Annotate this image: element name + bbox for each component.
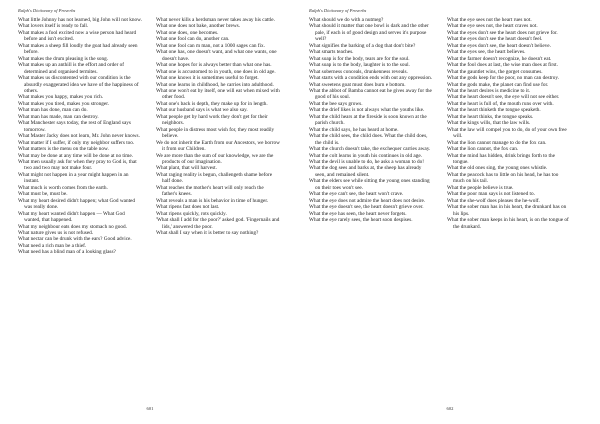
proverb-entry: What the eyes don't see the heart does not grieve for. <box>447 29 558 36</box>
proverb-entry: What the sober man keeps in his heart, is on the tongue of the drunkard. <box>447 217 569 230</box>
proverb-entry: We do not inherit the Earth from our Ancestors, we borrow it from our Children. <box>156 139 280 153</box>
proverb-entry: What one fool can m man, not a 1000 sages can fix. <box>156 42 265 49</box>
proverb-entry: What the poor man says is not listened to. <box>447 191 535 198</box>
proverb-entry: What the farmer doesn't recognize, he doesn't eat. <box>447 55 552 62</box>
proverb-entry: What much is worth comes from the earth. <box>18 184 108 191</box>
proverb-entry: What the eyes don't see, the heart doesn't believe. <box>447 42 551 49</box>
proverb-entry: What might not happen in a year might happen in an instant. <box>18 171 129 185</box>
proverb-entry: What man has done, man can do. <box>18 107 88 114</box>
proverb-entry: What the people believe is true. <box>447 184 514 191</box>
proverb-entry: What should we do with a nutmeg? <box>309 17 384 23</box>
proverb-entry: What makes up an anthill is the effort and order of determined and organised termites. <box>18 62 125 75</box>
proverb-entry: What may be done at any time will be done at no time. <box>18 152 134 159</box>
proverb-entry: What men usually ask for when they pray to God is, that two and two may not make four. <box>18 158 137 172</box>
proverb-entry: What man has made, man can destroy. <box>18 113 99 120</box>
proverb-entry: What the old ones sing, the young ones whistle. <box>447 165 548 172</box>
proverb-entry: What the eyes don't see the heart doesn't feel. <box>447 36 543 43</box>
proverb-entry: What makes a fool excited now a wise person had heard before and isn't excited. <box>18 29 137 43</box>
proverb-entry: What soap is for the body, tears are for the soul. <box>309 55 410 62</box>
proverb-entry: What nectar can be drunk with the ears? Good advice. <box>18 236 132 243</box>
proverb-entry: What makes a sheep fill loudly the goat had already seen before. <box>18 42 138 56</box>
proverb-entry: What my heart wanted didn't happen — What God wanted, that happened. <box>18 210 125 224</box>
proverb-entry: What raging reality is begun, challengeth shame before half done. <box>156 171 273 185</box>
proverb-entry: What the heart doesn't see, the eye will not see either. <box>447 94 560 101</box>
proverb-entry: What the gauntlet wins, the gorget consumes. <box>447 68 543 75</box>
right-page <box>309 0 591 424</box>
left-column <box>18 17 142 256</box>
proverb-entry: What never kills a herdsman never takes away his cattle. <box>156 17 275 23</box>
proverb-entry: What the bee says grows. <box>309 100 363 107</box>
proverb-entry: What the eye has seen, the heart never forgets. <box>309 210 407 217</box>
proverb-entry: What the abbot of Bamba cannot eat he gives away for the good of his soul. <box>309 87 432 101</box>
proverb-entry: What the church doesn't take, the exchequer carries away. <box>309 146 431 153</box>
proverb-entry: What soap is to the body, laughter is to the soul. <box>309 62 410 69</box>
proverb-entry: What starts with a condition ends with out any oppression. <box>309 75 433 82</box>
proverb-entry: What one knows it is sometimes useful to forget. <box>156 75 259 82</box>
proverb-entry: What the eye can't see, the heart won't crave. <box>309 191 404 198</box>
proverb-entry: What one's back is depth, they make up for in length. <box>156 100 268 107</box>
proverb-entry: What need has a blind man of a looking glass? <box>18 249 116 256</box>
proverb-entry: 'What shall I add for the poor?' asked god. 'Fingernails and lids,' answered the poor. <box>156 217 280 230</box>
proverb-entry: What signifies the barking of a dog that don't bite? <box>309 42 416 49</box>
proverb-entry: What the gods keep for the poor, no man can destroy. <box>447 75 559 82</box>
proverb-entry: What the she-wolf does pleases the he-wolf. <box>447 197 540 204</box>
proverb-entry: We are more than the sum of our knowledge, we are the products of our imagination. <box>156 152 274 165</box>
proverb-entry: What the gods make, the planet can find use for. <box>447 81 549 88</box>
proverb-entry: What the heart is full of, the mouth runs over with. <box>447 100 554 107</box>
proverb-entry: What one does, one becomes. <box>156 29 219 36</box>
proverb-entry: What the heart thinketh the tongue speaketh. <box>447 107 541 114</box>
proverb-entry: What my neighbour eats does my stomach no good. <box>18 223 127 230</box>
proverb-entry: What the dog sees and barks at, the sheep has already seen, and remained silent. <box>309 165 422 178</box>
proverb-entry: What nature gives us is not refused. <box>18 229 94 236</box>
proverb-entry: What the eye rarely sees, the heart soon despises. <box>309 217 413 224</box>
proverb-entry: What sweetens goat must does burn e bottom. <box>309 81 406 88</box>
proverb-entry: What reveals a man is his behavior in time of hunger. <box>156 197 269 204</box>
proverb-entry: What plant, that will harvest. <box>156 165 217 172</box>
proverb-entry: What lovers itself is ready to fall. <box>18 23 89 30</box>
proverb-entry: What my heart desired didn't happen; what God wanted was really done. <box>18 197 135 211</box>
proverb-entry: What shall I say when it is better to say nothing? <box>156 229 259 236</box>
proverb-entry: What the child sees, the child does. What the child does, the child is. <box>309 133 428 146</box>
proverb-entry: What the kings wills, that the law wills. <box>447 120 531 127</box>
proverb-entry: What matters is the menu on the table now. <box>18 146 109 153</box>
proverb-entry: What smarts teaches. <box>309 49 354 56</box>
proverb-entry: What the fool does at last, the wise man does at first. <box>447 62 558 69</box>
page-number: 601 <box>146 406 154 411</box>
proverb-entry: What the eye sees not the heart rues not. <box>447 17 532 23</box>
proverb-entry: What the eye doesn't see, the heart doesn't grieve over. <box>309 204 424 211</box>
running-header: Ralph's Dictionary of Proverbs <box>18 8 76 13</box>
proverb-entry: What the eye does not admire the heart does not desire. <box>309 197 426 204</box>
proverb-entry: What the devil is unable to do, he asks a woman to do! <box>309 158 425 165</box>
proverb-entry: What one fool can do, another can. <box>156 36 230 43</box>
proverb-entry: What one has, one doesn't want, and what one wants, one doesn't have. <box>156 49 277 62</box>
proverb-entry: What need a rich man be a thief. <box>18 242 87 249</box>
proverb-entry: What the eyes see, the heart believes. <box>447 49 526 56</box>
proverb-entry: What the eye sees not, the heart craves not. <box>447 23 538 30</box>
proverb-entry: What Master Jacky does not learn, Mr. John never knows. <box>18 133 140 140</box>
proverb-entry: What makes you happy, makes you rich. <box>18 94 104 101</box>
proverb-entry: What makes the drum pleasing is the song. <box>18 55 109 62</box>
proverb-entry: What our husband says is what we also say. <box>156 107 248 114</box>
proverb-entry: What Manchester says today, the rest of England says tomorrow. <box>18 120 131 133</box>
proverb-entry: What the elders see while sitting the young ones standing on their toes won't see. <box>309 178 430 191</box>
proverb-entry: What makes us discontented with our condition is the absurdly exaggerated idea we have of the happiness of others. <box>18 75 139 94</box>
proverb-entry: What one is accustomed to in youth, one does in old age. <box>156 68 276 75</box>
left-page <box>18 0 300 424</box>
proverb-entry: What matter if I suffer, if only my neighbor suffers too. <box>18 139 135 146</box>
proverb-entry: What people in distress most wish for, they most readily believe. <box>156 126 275 140</box>
page-number: 602 <box>446 406 454 411</box>
proverb-entry: What the sober man has in his heart, the drunkard has on his lips. <box>447 204 567 217</box>
proverb-entry: What one does not bake, another brews. <box>156 23 240 30</box>
proverb-entry: What the heart thinks, the tongue speaks. <box>447 113 534 120</box>
proverb-entry: What the child hears at the fireside is soon known at the parish church. <box>309 113 427 127</box>
proverb-entry: What the lion cannot, the fox can. <box>447 146 519 153</box>
proverb-entry: What the mind has hidden, drink brings forth to the tongue. <box>447 152 555 165</box>
proverb-entry: What the drief likes is not always what the youths like. <box>309 107 425 114</box>
right-column <box>447 17 571 230</box>
proverb-entry: What reaches the mother's heart will only reach the father's knees. <box>156 184 264 198</box>
proverb-entry: What people get by hard work they don't get for their neighbors. <box>156 113 268 127</box>
proverb-entry: What ripens quickly, rots quickly. <box>156 210 227 217</box>
right-column <box>156 17 280 236</box>
proverb-entry: What must be, must be. <box>18 191 68 198</box>
proverb-entry: What the lion cannot manage to do the fox can. <box>447 139 547 146</box>
proverb-entry: What the child says, he has heard at home. <box>309 126 399 133</box>
proverb-entry: What little Johnny has not learned, big John will not know. <box>18 17 142 23</box>
proverb-entry: What the heart desires is medicine to it. <box>447 87 531 94</box>
proverb-entry: What the peacock has to little on his head, he has too much on his tail. <box>447 171 559 185</box>
running-header: Ralph's Dictionary of Proverbs <box>309 8 367 13</box>
proverb-entry: What soberness conceals, drunkenness reveals. <box>309 68 408 75</box>
proverb-entry: What makes you tired, makes you stronger. <box>18 100 109 107</box>
proverb-entry: What one won't eat by itself, one will eat when mixed with other food. <box>156 87 280 101</box>
proverb-entry: What ripens fast does not last. <box>156 204 220 211</box>
proverb-entry: What the colt learns in youth his continues in old age. <box>309 152 422 159</box>
left-column <box>309 17 433 224</box>
proverb-entry: What should it matter that one bowl is dark and the other pale, if each is of good design and serves it's purpose well? <box>309 23 429 43</box>
proverb-entry: What the law will compel you to do, do of your own free will. <box>447 126 567 140</box>
proverb-entry: What one hopes for is always better than what one has. <box>156 62 272 69</box>
proverb-entry: What one learns in childhood, he carries into adulthood. <box>156 81 274 88</box>
